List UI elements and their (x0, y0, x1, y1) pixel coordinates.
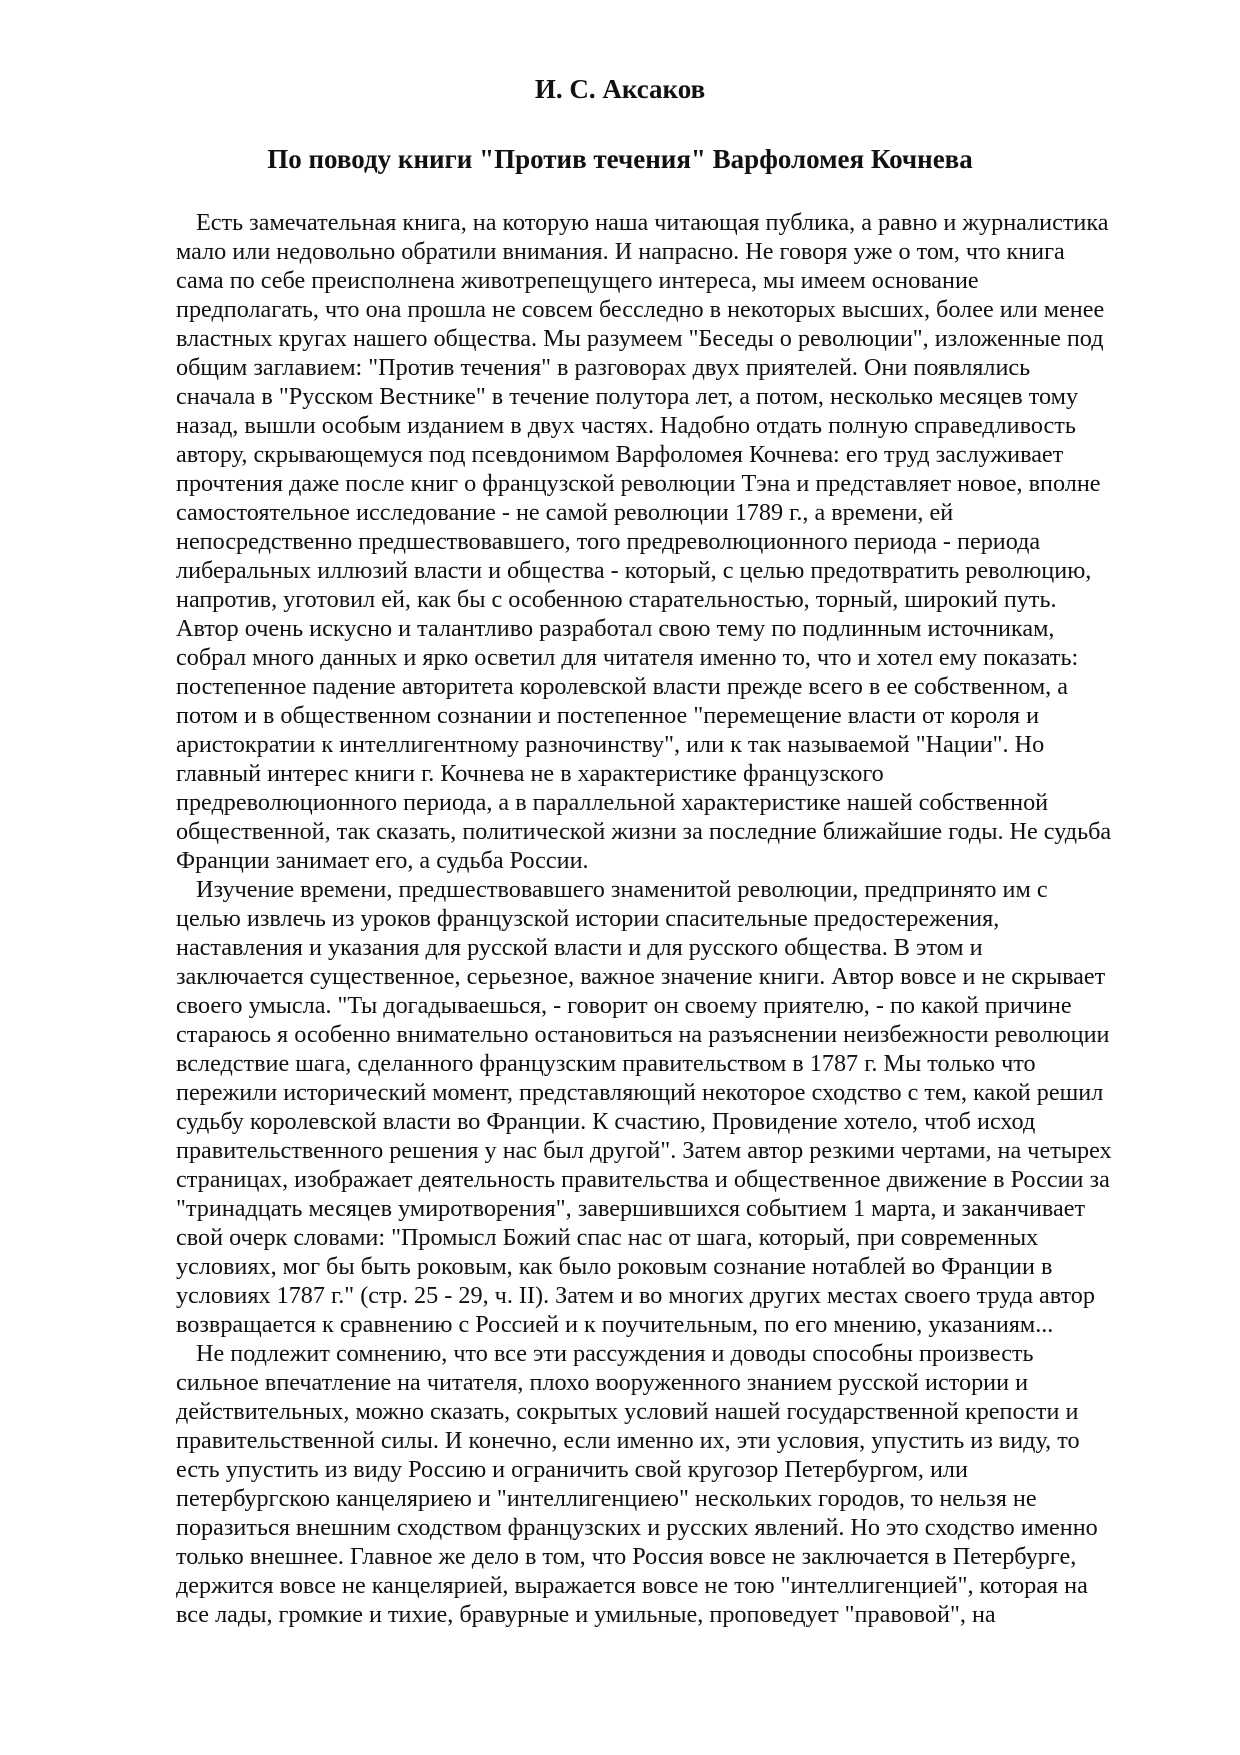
paragraph: Есть замечательная книга, на которую наша читающая публика, а равно и журналистика мало или недовольно обратили внимания. И напрасно. Не говоря уже о том, что книга сама по себе преисполнена животрепещущего интереса, мы имеем основание предполагать, что она прошла не совсем бесследно в некоторых высших, более или менее властных кругах нашего общества. Мы разумеем "Беседы о революции", изложенные под общим заглавием: "Против течения" в разговорах двух приятелей. Они появлялись сначала в "Русском Вестнике" в течение полутора лет, а потом, несколько месяцев тому назад, вышли особым изданием в двух частях. Надобно отдать полную справедливость автору, скрывающемуся под псевдонимом Варфоломея Кочнева: его труд заслуживает прочтения даже после книг о французской революции Тэна и представляет новое, вполне самостоятельное исследование - не самой революции 1789 г., а времени, ей непосредственно предшествовавшего, того предреволюционного периода - периода либеральных иллюзий власти и общества - который, с целью предотвратить революцию, напротив, уготовил ей, как бы с особенною старательностью, торный, широкий путь. Автор очень искусно и талантливо разработал свою тему по подлинным источникам, собрал много данных и ярко осветил для читателя именно то, что и хотел ему показать: постепенное падение авторитета королевской власти прежде всего в ее собственном, а потом и в общественном сознании и постепенное "перемещение власти от короля и аристократии к интеллигентному разночинству", или к так называемой "Нации". Но главный интерес книги г. Кочнева не в характеристике французского предреволюционного периода, а в параллельной характеристике нашей собственной общественной, так сказать, политической жизни за последние ближайшие годы. Не судьба Франции занимает его, а судьба России. (176, 209, 1112, 874)
paragraph: Изучение времени, предшествовавшего знаменитой революции, предпринято им с целью извлечь из уроков французской истории спасительные предостережения, наставления и указания для русской власти и для русского общества. В этом и заключается существенное, серьезное, важное значение книги. Автор вовсе и не скрывает своего умысла. "Ты догадываешься, - говорит он своему приятелю, - по какой причине стараюсь я особенно внимательно остановиться на разъяснении неизбежности революции вследствие шага, сделанного французским правительством в 1787 г. Мы только что пережили исторический момент, представляющий некоторое сходство с тем, какой решил судьбу королевской власти во Франции. К счастию, Провидение хотело, чтоб исход правительственного решения у нас был другой". Затем автор резкими чертами, на четырех страницах, изображает деятельность правительства и общественное движение в России за "тринадцать месяцев умиротворения", завершившихся событием 1 марта, и заканчивает свой очерк словами: "Промысл Божий спас нас от шага, который, при современных условиях, мог бы быть роковым, как было роковым сознание нотаблей во Франции в условиях 1787 г." (стр. 25 - 29, ч. II). Затем и во многих других местах своего труда автор возвращается к сравнению с Россией и к поучительным, по его мнению, указаниям... (176, 876, 1112, 1338)
paragraph: Не подлежит сомнению, что все эти рассуждения и доводы способны произвесть сильное впечатление на читателя, плохо вооруженного знанием русской истории и действительных, можно сказать, сокрытых условий нашей государственной крепости и правительственной силы. И конечно, если именно их, эти условия, упустить из виду, то есть упустить из виду Россию и ограничить свой кругозор Петербургом, или петербургскою канцеляриею и "интеллигенциею" нескольких городов, то нельзя не поразиться внешним сходством французских и русских явлений. Но это сходство именно только внешнее. Главное же дело в том, что Россия вовсе не заключается в Петербурге, держится вовсе не канцелярией, выражается вовсе не тою "интеллигенцией", которая на все лады, громкие и тихие, бравурные и умильные, проповедует "правовой", на (176, 1340, 1098, 1628)
document-title: По поводу книги "Против течения" Варфоломея Кочнева (267, 144, 973, 174)
author-heading: И. С. Аксаков (534, 74, 706, 104)
document-body (176, 208, 1136, 1629)
